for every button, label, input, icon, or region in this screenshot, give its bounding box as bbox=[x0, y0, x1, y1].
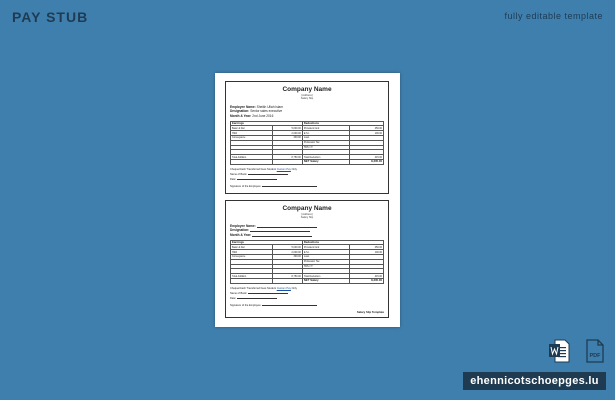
net-salary-row bbox=[231, 278, 384, 283]
table-row: TDS / IT bbox=[231, 145, 384, 150]
deductions-header: Deductions bbox=[302, 240, 383, 245]
total-deduction-value: 415.00 bbox=[350, 274, 384, 279]
total-deduction-value: 415.00 bbox=[350, 155, 384, 160]
net-salary-value: 8,335.00 bbox=[350, 278, 384, 283]
pay-table bbox=[230, 240, 384, 284]
table-row: TDS / IT bbox=[231, 264, 384, 269]
table-row: Conveyance 300.00 Loan bbox=[231, 135, 384, 140]
slip-footer bbox=[230, 287, 384, 308]
table-row: Profession Tax bbox=[231, 259, 384, 264]
website-label[interactable]: ehennicotschoepges.lu bbox=[463, 372, 606, 390]
bank-line: Name of Bank: bbox=[230, 172, 384, 176]
cheque-line: Cheque/Cash Transferred Fees Student Custom Pay Only bbox=[230, 286, 297, 290]
pay-table bbox=[230, 121, 384, 165]
table-row: Profession Tax bbox=[231, 140, 384, 145]
total-deduction-label: Total Deduction bbox=[302, 155, 349, 160]
brand-title: PAY STUB bbox=[12, 9, 89, 25]
net-salary-label: NET Salary bbox=[302, 278, 349, 283]
table-row: Basic & Dar 5,000.00 Provident fund 450.00 bbox=[232, 245, 382, 249]
month-year-row: Month & Year: 2nd June 2016 bbox=[230, 113, 274, 118]
salary-slip-blank bbox=[225, 200, 389, 318]
month-year-value: 2nd June 2016 bbox=[252, 113, 274, 118]
table-row: Basic & Dar 5,000.00 Provident fund 450.00 bbox=[232, 126, 382, 130]
bank-line: Name of Bank: bbox=[230, 291, 384, 295]
net-salary-label: NET Salary bbox=[302, 159, 349, 164]
signature-line: Signature of the Employee: bbox=[230, 303, 384, 307]
custom-pay-link[interactable]: Custom Pay bbox=[276, 167, 291, 171]
date-line: Date: bbox=[230, 296, 384, 300]
total-addition-label: Total Addition bbox=[231, 155, 273, 160]
signature-line: Signature of the Employee: bbox=[230, 184, 384, 188]
slip-footer bbox=[230, 168, 384, 189]
total-addition-value: 8,750.00 bbox=[272, 274, 302, 279]
pdf-icon-label: PDF bbox=[589, 353, 601, 359]
employee-name-row: Employee Name: bbox=[230, 224, 384, 228]
custom-pay-link[interactable]: Custom Pay bbox=[276, 286, 291, 290]
deductions-header: Deductions bbox=[302, 121, 383, 126]
designation-blank[interactable] bbox=[250, 228, 310, 232]
cheque-line: Cheque/Cash Transferred Fees Student Custom Pay Only bbox=[230, 167, 297, 171]
employee-name-row: Employee Name: Sheikh Ullah Islam bbox=[230, 104, 283, 109]
pdf-file-icon[interactable] bbox=[584, 339, 605, 363]
table-row: HRA 2,000.00 E.S.I. 100.00 bbox=[232, 131, 382, 135]
company-name: Company Name bbox=[282, 86, 332, 93]
salary-slip-filled bbox=[225, 81, 389, 194]
word-file-icon[interactable] bbox=[549, 339, 570, 363]
employee-name-value: Sheikh Ullah Islam bbox=[256, 104, 283, 109]
template-footer-label: Salary Slip Template bbox=[356, 309, 384, 314]
tagline: fully editable template bbox=[504, 11, 603, 21]
company-name: Company Name bbox=[282, 205, 332, 212]
earnings-header: Earnings bbox=[231, 240, 303, 245]
total-deduction-label: Total Deduction bbox=[302, 274, 349, 279]
document-preview bbox=[215, 73, 400, 327]
month-year-blank[interactable] bbox=[252, 233, 312, 237]
earnings-header: Earnings bbox=[231, 121, 303, 126]
table-row: HRA 2,000.00 E.S.I. 100.00 bbox=[232, 250, 382, 254]
slip-title: Salary Slip bbox=[300, 216, 314, 220]
slip-title: Salary Slip bbox=[300, 97, 314, 101]
total-addition-label: Total Addition bbox=[231, 274, 273, 279]
table-row: Conveyance 300.00 Loan bbox=[231, 254, 384, 259]
designation-row: Designation: bbox=[230, 228, 384, 232]
employee-name-blank[interactable] bbox=[257, 224, 317, 228]
company-address: [Address] bbox=[301, 94, 313, 98]
designation-row: Designation: Senior sales executive bbox=[230, 109, 283, 114]
company-address: [Address] bbox=[301, 213, 313, 217]
employee-info bbox=[230, 105, 384, 118]
date-line: Date: bbox=[230, 177, 384, 181]
designation-value: Senior sales executive bbox=[250, 109, 283, 114]
month-year-row: Month & Year: bbox=[230, 233, 384, 237]
total-addition-value: 8,750.00 bbox=[272, 155, 302, 160]
net-salary-row bbox=[231, 159, 384, 164]
net-salary-value: 8,335.00 bbox=[350, 159, 384, 164]
employee-info bbox=[230, 224, 384, 237]
